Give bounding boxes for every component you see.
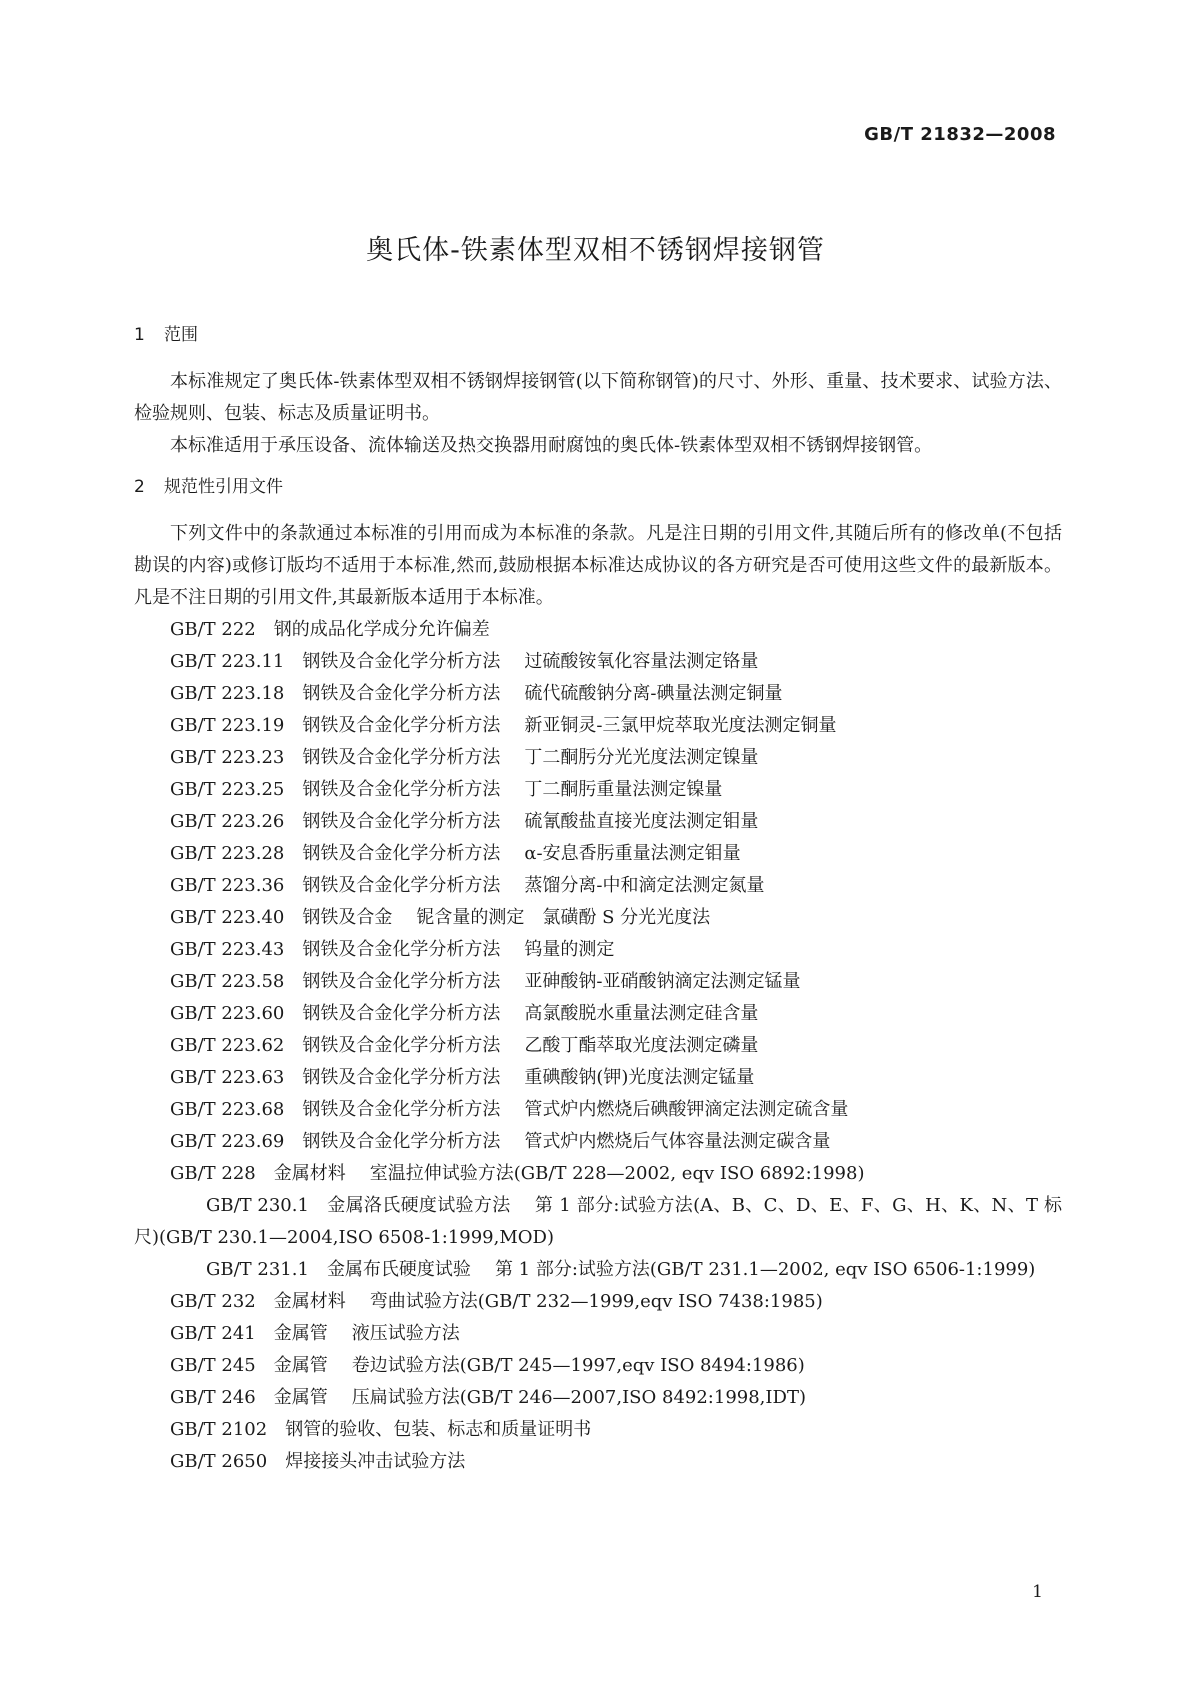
reference-item bbox=[134, 774, 1062, 806]
reference-title: 钢铁及合金化学分析方法 bbox=[302, 1003, 501, 1024]
reference-item bbox=[134, 678, 1062, 710]
reference-code: GB/T 223.60 bbox=[170, 1003, 285, 1024]
reference-title: 钢铁及合金化学分析方法 bbox=[302, 651, 501, 672]
reference-code: GB/T 232 bbox=[170, 1291, 256, 1312]
reference-item bbox=[134, 838, 1062, 870]
reference-title: 金属材料 bbox=[273, 1291, 346, 1312]
reference-list bbox=[134, 614, 1062, 1190]
reference-method: 铌含量的测定 氯磺酚 S 分光光度法 bbox=[416, 907, 711, 928]
reference-title: 钢铁及合金化学分析方法 bbox=[302, 1035, 501, 1056]
scope-paragraph-1: 本标准规定了奥氏体-铁素体型双相不锈钢焊接钢管(以下简称钢管)的尺寸、外形、重量、技术要求、试验方法、检验规则、包装、标志及质量证明书。 bbox=[134, 371, 1062, 424]
reference-code: GB/T 223.62 bbox=[170, 1035, 285, 1056]
reference-method: 第 1 部分:试验方法(GB/T 231.1—2002, eqv ISO 6506-1:1999) bbox=[494, 1259, 1036, 1280]
reference-method: 新亚铜灵-三氯甲烷萃取光度法测定铜量 bbox=[524, 715, 837, 736]
reference-item bbox=[134, 742, 1062, 774]
reference-title: 钢铁及合金化学分析方法 bbox=[302, 971, 501, 992]
refs-intro-paragraph: 下列文件中的条款通过本标准的引用而成为本标准的条款。凡是注日期的引用文件,其随后所有的修改单(不包括勘误的内容)或修订版均不适用于本标准,然而,鼓励根据本标准达成协议的各方研究是否可使用这些文件的最新版本。凡是不注日期的引用文件,其最新版本适用于本标准。 bbox=[134, 523, 1062, 608]
reference-item bbox=[134, 806, 1062, 838]
reference-title: 钢铁及合金 bbox=[302, 907, 393, 928]
reference-method: 重碘酸钠(钾)光度法测定锰量 bbox=[524, 1067, 755, 1088]
reference-method: 卷边试验方法(GB/T 245—1997,eqv ISO 8494:1986) bbox=[351, 1355, 805, 1376]
reference-item bbox=[134, 1062, 1062, 1094]
reference-code: GB/T 223.28 bbox=[170, 843, 285, 864]
reference-title: 钢铁及合金化学分析方法 bbox=[302, 1067, 501, 1088]
reference-title: 钢铁及合金化学分析方法 bbox=[302, 779, 501, 800]
reference-title: 钢铁及合金化学分析方法 bbox=[302, 939, 501, 960]
reference-method: α-安息香肟重量法测定钼量 bbox=[524, 843, 741, 864]
reference-code: GB/T 223.19 bbox=[170, 715, 285, 736]
reference-code: GB/T 223.26 bbox=[170, 811, 285, 832]
reference-code: GB/T 223.25 bbox=[170, 779, 285, 800]
reference-method: 丁二酮肟重量法测定镍量 bbox=[524, 779, 723, 800]
reference-method: 钨量的测定 bbox=[524, 939, 615, 960]
reference-code: GB/T 245 bbox=[170, 1355, 256, 1376]
scope-paragraph-2: 本标准适用于承压设备、流体输送及热交换器用耐腐蚀的奥氏体-铁素体型双相不锈钢焊接钢管。 bbox=[170, 435, 933, 456]
reference-code: GB/T 222 bbox=[170, 619, 256, 640]
reference-code: GB/T 223.36 bbox=[170, 875, 285, 896]
reference-title: 金属管 bbox=[273, 1355, 328, 1376]
reference-method: 过硫酸铵氧化容量法测定铬量 bbox=[524, 651, 759, 672]
reference-code: GB/T 223.23 bbox=[170, 747, 285, 768]
reference-item bbox=[134, 1414, 1062, 1446]
reference-item bbox=[134, 998, 1062, 1030]
reference-item bbox=[134, 1190, 1062, 1254]
reference-item bbox=[134, 966, 1062, 998]
reference-item bbox=[134, 1382, 1062, 1414]
reference-method: 硫氰酸盐直接光度法测定钼量 bbox=[524, 811, 759, 832]
reference-item bbox=[134, 1094, 1062, 1126]
reference-code: GB/T 228 bbox=[170, 1163, 256, 1184]
reference-code: GB/T 2102 bbox=[170, 1419, 268, 1440]
reference-title: 钢铁及合金化学分析方法 bbox=[302, 811, 501, 832]
reference-method: 亚砷酸钠-亚硝酸钠滴定法测定锰量 bbox=[524, 971, 801, 992]
reference-list-wrapped bbox=[134, 1190, 1062, 1286]
reference-code: GB/T 223.63 bbox=[170, 1067, 285, 1088]
reference-code: GB/T 2650 bbox=[170, 1451, 268, 1472]
section-1-title: 范围 bbox=[164, 325, 198, 345]
reference-code: GB/T 223.11 bbox=[170, 651, 285, 672]
standard-code: GB/T 21832—2008 bbox=[864, 124, 1056, 145]
reference-title: 钢管的验收、包装、标志和质量证明书 bbox=[285, 1419, 592, 1440]
reference-method: 管式炉内燃烧后气体容量法测定碳含量 bbox=[524, 1131, 831, 1152]
reference-title: 钢铁及合金化学分析方法 bbox=[302, 875, 501, 896]
reference-item bbox=[134, 710, 1062, 742]
reference-title: 金属管 bbox=[273, 1323, 328, 1344]
reference-method: 第 1 部分:试验方法(A、B、C、D、E、F、G、H、K、N、T 标尺)(GB/T 230.1—2004,ISO 6508-1:1999,MOD) bbox=[134, 1195, 1063, 1248]
reference-title: 钢铁及合金化学分析方法 bbox=[302, 1099, 501, 1120]
reference-method: 乙酸丁酯萃取光度法测定磷量 bbox=[524, 1035, 759, 1056]
section-1-number: 1 bbox=[134, 325, 145, 345]
reference-title: 钢铁及合金化学分析方法 bbox=[302, 843, 501, 864]
reference-code: GB/T 246 bbox=[170, 1387, 256, 1408]
reference-code: GB/T 223.58 bbox=[170, 971, 285, 992]
reference-code: GB/T 231.1 bbox=[206, 1259, 309, 1280]
section-2-title: 规范性引用文件 bbox=[164, 477, 283, 497]
reference-item bbox=[134, 614, 1062, 646]
reference-item bbox=[134, 1318, 1062, 1350]
reference-method: 室温拉伸试验方法(GB/T 228—2002, eqv ISO 6892:1998) bbox=[369, 1163, 865, 1184]
reference-code: GB/T 230.1 bbox=[206, 1195, 309, 1216]
section-1-heading bbox=[134, 318, 1062, 352]
reference-item bbox=[134, 934, 1062, 966]
reference-code: GB/T 241 bbox=[170, 1323, 256, 1344]
section-2-number: 2 bbox=[134, 477, 145, 497]
reference-method: 蒸馏分离-中和滴定法测定氮量 bbox=[524, 875, 765, 896]
reference-title: 钢铁及合金化学分析方法 bbox=[302, 747, 501, 768]
reference-title: 钢铁及合金化学分析方法 bbox=[302, 715, 501, 736]
reference-item bbox=[134, 1286, 1062, 1318]
reference-item bbox=[134, 1030, 1062, 1062]
reference-item bbox=[134, 902, 1062, 934]
reference-code: GB/T 223.18 bbox=[170, 683, 285, 704]
document-body bbox=[134, 318, 1062, 1478]
reference-item bbox=[134, 1126, 1062, 1158]
section-2-heading bbox=[134, 470, 1062, 504]
reference-item bbox=[134, 646, 1062, 678]
reference-title: 金属洛氏硬度试验方法 bbox=[326, 1195, 511, 1216]
reference-title: 金属管 bbox=[273, 1387, 328, 1408]
reference-method: 弯曲试验方法(GB/T 232—1999,eqv ISO 7438:1985) bbox=[369, 1291, 823, 1312]
reference-title: 钢的成品化学成分允许偏差 bbox=[273, 619, 490, 640]
reference-item bbox=[134, 1158, 1062, 1190]
reference-method: 压扁试验方法(GB/T 246—2007,ISO 8492:1998,IDT) bbox=[351, 1387, 806, 1408]
reference-method: 液压试验方法 bbox=[351, 1323, 460, 1344]
reference-code: GB/T 223.43 bbox=[170, 939, 285, 960]
reference-item bbox=[134, 1254, 1062, 1286]
reference-method: 管式炉内燃烧后碘酸钾滴定法测定硫含量 bbox=[524, 1099, 849, 1120]
reference-code: GB/T 223.40 bbox=[170, 907, 285, 928]
reference-method: 高氯酸脱水重量法测定硅含量 bbox=[524, 1003, 759, 1024]
reference-method: 丁二酮肟分光光度法测定镍量 bbox=[524, 747, 759, 768]
reference-item bbox=[134, 1446, 1062, 1478]
reference-title: 钢铁及合金化学分析方法 bbox=[302, 1131, 501, 1152]
reference-code: GB/T 223.69 bbox=[170, 1131, 285, 1152]
reference-title: 焊接接头冲击试验方法 bbox=[285, 1451, 466, 1472]
reference-method: 硫代硫酸钠分离-碘量法测定铜量 bbox=[524, 683, 783, 704]
reference-list-tail bbox=[134, 1286, 1062, 1478]
page-number: 1 bbox=[1032, 1582, 1043, 1602]
reference-title: 钢铁及合金化学分析方法 bbox=[302, 683, 501, 704]
reference-title: 金属材料 bbox=[273, 1163, 346, 1184]
reference-item bbox=[134, 1350, 1062, 1382]
reference-title: 金属布氏硬度试验 bbox=[326, 1259, 471, 1280]
reference-code: GB/T 223.68 bbox=[170, 1099, 285, 1120]
document-title: 奥氏体-铁素体型双相不锈钢焊接钢管 bbox=[366, 235, 825, 266]
reference-item bbox=[134, 870, 1062, 902]
